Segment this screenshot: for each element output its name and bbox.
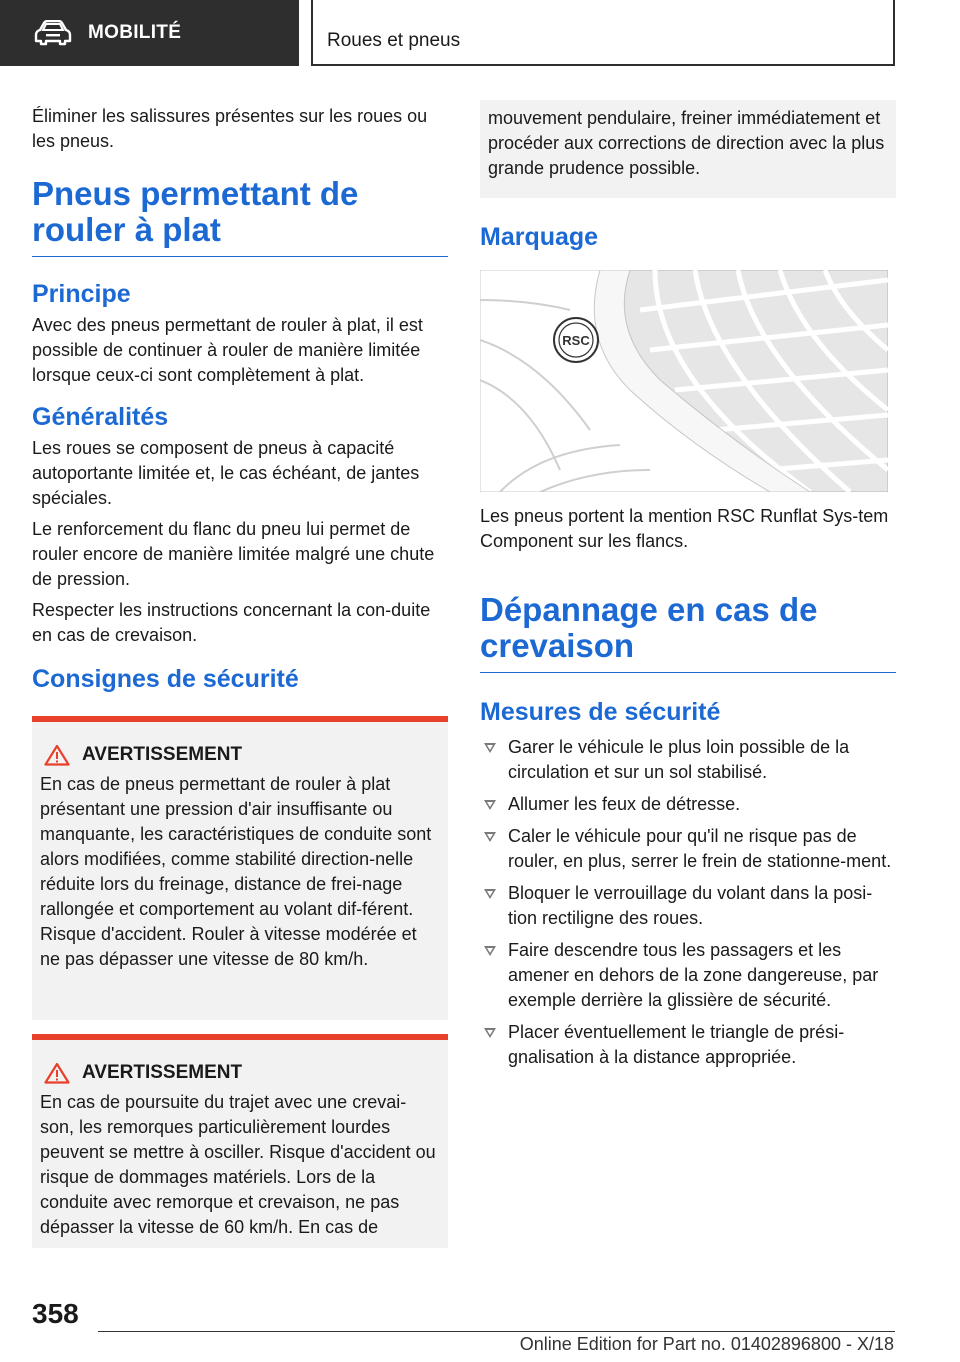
bullet-triangle-icon: [484, 889, 496, 899]
list-item-text: Garer le véhicule le plus loin possible de la circulation et sur un sol stabilisé.: [508, 737, 850, 782]
left-column: [32, 100, 448, 1248]
principe-text: Avec des pneus permettant de rouler à plat, il est possible de continuer à rouler de manière limitée lorsque ceux-ci sont complètement à plat.: [32, 315, 423, 385]
bullet-triangle-icon: [484, 832, 496, 842]
list-item: [480, 1020, 896, 1070]
tire-illustration: [480, 270, 888, 492]
section-tab[interactable]: [0, 0, 299, 66]
mesures-heading: Mesures de sécurité: [480, 698, 721, 726]
car-icon: [34, 20, 72, 46]
list-item-text: Placer éventuellement le triangle de prési-gnalisation à la distance appropriée.: [508, 1022, 845, 1067]
generalites-text-2: Le renforcement du flanc du pneu lui permet de rouler encore de manière limitée malgré une chute de pression.: [32, 519, 435, 589]
intro-text: Éliminer les salissures présentes sur les roues ou les pneus.: [32, 106, 428, 151]
warning-label-1: AVERTISSEMENT: [82, 744, 243, 765]
list-item: [480, 824, 896, 874]
list-item-text: Allumer les feux de détresse.: [508, 794, 741, 814]
list-item: [480, 735, 896, 785]
generalites-heading: Généralités: [32, 403, 169, 431]
generalites-text-1: Les roues se composent de pneus à capacité autoportante limitée et, le cas échéant, de jantes spéciales.: [32, 438, 420, 508]
marquage-heading: Marquage: [480, 223, 599, 251]
bullet-triangle-icon: [484, 946, 496, 956]
warning-continuation: [480, 100, 896, 198]
principe-heading: Principe: [32, 280, 131, 308]
bullet-triangle-icon: [484, 800, 496, 810]
list-item-text: Bloquer le verrouillage du volant dans la posi-tion rectiligne des roues.: [508, 883, 873, 928]
mesures-list: [480, 735, 896, 1070]
warning-text-2: En cas de poursuite du trajet avec une crevai-son, les remorques particulièrement lourdes peuvent se mettre à osciller. Risque d'accident ou risque de dommages matériels. Lors de la conduite avec remorque et crevaison, ne pas dépasser la vitesse de 60 km/h. En cas de: [40, 1092, 436, 1237]
warning-triangle-icon: [44, 744, 70, 766]
list-item: [480, 938, 896, 1013]
marquage-caption: Les pneus portent la mention RSC Runflat Sys-tem Component sur les flancs.: [480, 506, 889, 551]
generalites-text-3: Respecter les instructions concernant la con-duite en cas de crevaison.: [32, 600, 431, 645]
page-number: 358: [32, 1298, 79, 1329]
chapter-tab[interactable]: [311, 0, 895, 66]
rsc-logo-text: RSC: [562, 333, 590, 348]
warning-text-1: En cas de pneus permettant de rouler à plat présentant une pression d'air insuffisante ou manquante, les caractéristiques de conduite sont alors modifiées, comme stabilité direction-nelle réduite lors du freinage, distance de frei-nage rallongée et comportement au volant dif-férent. Risque d'accident. Rouler à vitesse modérée et ne pas dépasser une vitesse de 80 km/h.: [40, 774, 432, 969]
warning-triangle-icon: [44, 1062, 70, 1084]
tire-marking-image: [480, 270, 888, 492]
list-item: [480, 792, 896, 817]
warning-box-2: [32, 1034, 448, 1248]
warning-title-1: [40, 744, 440, 766]
page-heading: Pneus permettant de rouler à plat: [32, 176, 448, 257]
consignes-heading: Consignes de sécurité: [32, 665, 299, 693]
right-column: [480, 100, 896, 1077]
chapter-title: Roues et pneus: [327, 30, 461, 51]
bullet-triangle-icon: [484, 743, 496, 753]
depannage-heading: Dépannage en cas de crevaison: [480, 592, 896, 673]
list-item-text: Caler le véhicule pour qu'il ne risque pas de rouler, en plus, serrer le frein de stationne-ment.: [508, 826, 892, 871]
list-item: [480, 881, 896, 931]
footer-divider: [98, 1331, 895, 1332]
list-item-text: Faire descendre tous les passagers et les amener en dehors de la zone dangereuse, par exemple derrière la glissière de sécurité.: [508, 940, 879, 1010]
footer-edition: Online Edition for Part no. 01402896800 - X/18: [519, 1334, 894, 1354]
section-title: MOBILITÉ: [88, 22, 182, 43]
warning-box-1: [32, 716, 448, 1020]
bullet-triangle-icon: [484, 1028, 496, 1038]
warning-continuation-text: mouvement pendulaire, freiner immédiatement et procéder aux corrections de direction avec la plus grande prudence possible.: [488, 108, 885, 178]
warning-label-2: AVERTISSEMENT: [82, 1062, 243, 1083]
warning-title-2: [40, 1062, 440, 1084]
